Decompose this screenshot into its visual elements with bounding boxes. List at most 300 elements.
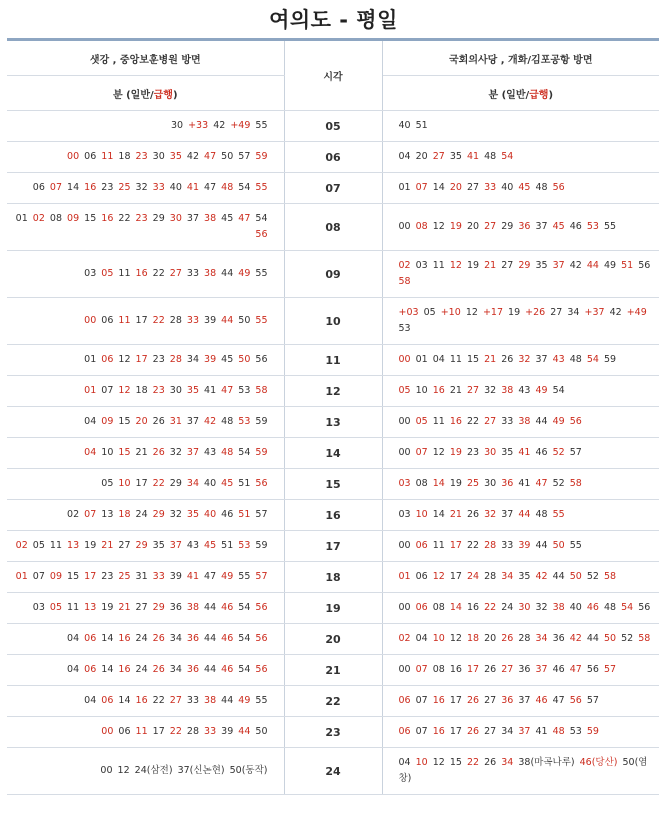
regular-minute: 52 (586, 571, 599, 582)
regular-minute: 32 (484, 385, 497, 396)
regular-minute: 51 (415, 120, 428, 131)
regular-minute: 47 (204, 571, 217, 582)
express-minute: 47 (221, 385, 234, 396)
regular-minute: 06 (118, 726, 131, 737)
regular-minute: 20 (467, 221, 480, 232)
express-minute: 00 (398, 354, 411, 365)
regular-minute: 51 (238, 478, 251, 489)
hour-cell: 23 (284, 717, 382, 748)
express-minute: +03 (398, 307, 419, 318)
regular-minute: 15 (67, 571, 80, 582)
table-row (7, 173, 659, 204)
regular-minute: 39 (221, 726, 234, 737)
express-minute: 29 (152, 602, 165, 613)
express-minute: 14 (449, 602, 462, 613)
express-minute: +26 (525, 307, 546, 318)
regular-minute: 14 (432, 509, 445, 520)
express-minute: 42 (204, 416, 217, 427)
regular-minute: 43 (186, 540, 199, 551)
regular-minute: 47 (552, 695, 565, 706)
express-minute: 37 (169, 540, 182, 551)
express-minute: 51 (238, 509, 251, 520)
express-minute: 41 (186, 182, 199, 193)
regular-minute: 11 (432, 540, 445, 551)
left-unit-header (7, 76, 284, 111)
express-minute: 58 (569, 478, 582, 489)
regular-minute: 54 (238, 664, 251, 675)
right-minutes-cell (382, 655, 659, 686)
express-minute: 49 (552, 416, 565, 427)
regular-minute: 17 (449, 726, 462, 737)
hour-header: 시각 (284, 40, 382, 111)
regular-minute: 49 (604, 260, 617, 271)
express-minute: 19 (449, 447, 462, 458)
express-minute: 56 (552, 182, 565, 193)
regular-minute: 33 (501, 416, 514, 427)
regular-minute: 55 (255, 268, 268, 279)
regular-minute: 12 (432, 447, 445, 458)
regular-minute: 33 (501, 540, 514, 551)
regular-minute: 48 (569, 354, 582, 365)
regular-minute: 17 (152, 726, 165, 737)
express-minute: 12 (118, 385, 131, 396)
express-minute: 46 (221, 664, 234, 675)
express-minute: 16 (432, 726, 445, 737)
regular-minute: 18 (135, 385, 148, 396)
regular-minute: 11 (449, 354, 462, 365)
express-minute: 33 (152, 182, 165, 193)
express-minute: 48 (552, 726, 565, 737)
express-minute: 06 (415, 602, 428, 613)
express-minute: 50 (552, 540, 565, 551)
regular-minute: 00 (398, 602, 411, 613)
express-minute: 07 (415, 182, 428, 193)
express-minute: 16 (118, 633, 131, 644)
express-minute: 56 (255, 602, 268, 613)
table-row (7, 500, 659, 531)
regular-minute: 57 (255, 509, 268, 520)
left-minutes-cell (7, 345, 284, 376)
regular-minute: 24 (135, 664, 148, 675)
express-minute: 45 (221, 478, 234, 489)
regular-minute: 21 (135, 447, 148, 458)
regular-minute: 27 (135, 602, 148, 613)
regular-minute: 50 (238, 315, 251, 326)
table-row (7, 438, 659, 469)
regular-minute: 27 (501, 260, 514, 271)
express-minute: 27 (467, 385, 480, 396)
express-minute: 12 (432, 571, 445, 582)
regular-minute: 22 (118, 213, 131, 224)
regular-minute: 30 (170, 120, 184, 131)
regular-minute: 44 (586, 633, 599, 644)
regular-minute: 26 (484, 664, 497, 675)
express-minute: 37 (518, 726, 531, 737)
regular-minute: 56 (638, 260, 651, 271)
express-minute: +37 (584, 307, 605, 318)
express-minute: 26 (501, 633, 514, 644)
regular-minute: 44 (204, 664, 217, 675)
regular-minute: 30 (484, 478, 497, 489)
express-minute: 06 (101, 695, 114, 706)
regular-minute: 11 (432, 416, 445, 427)
express-minute: 22 (484, 602, 497, 613)
express-minute: 21 (484, 354, 497, 365)
left-minutes-cell (7, 624, 284, 655)
express-minute: 16 (118, 664, 131, 675)
express-minute: 27 (501, 664, 514, 675)
header-row-direction (7, 40, 659, 76)
express-minute: 58 (604, 571, 617, 582)
regular-minute: 35 (535, 260, 548, 271)
express-minute: 29 (135, 540, 148, 551)
regular-minute: 53 (398, 323, 411, 334)
regular-minute: 17 (449, 695, 462, 706)
regular-minute: 57 (238, 151, 251, 162)
regular-minute: 19 (84, 540, 97, 551)
regular-minute: 23 (467, 447, 480, 458)
table-row (7, 376, 659, 407)
unit-prefix: 분 (일반/ (488, 89, 530, 101)
express-minute: 22 (152, 315, 165, 326)
unit-suffix: ) (172, 89, 178, 101)
express-minute: 00 (84, 315, 97, 326)
regular-minute: 35 (152, 540, 165, 551)
regular-minute: 27 (484, 695, 497, 706)
express-minute: 09 (101, 416, 114, 427)
hour-cell: 17 (284, 531, 382, 562)
regular-minute: 20 (484, 633, 497, 644)
regular-minute: 04 (398, 151, 411, 162)
express-minute: 33 (484, 182, 497, 193)
right-direction-header: 국회의사당 , 개화/김포공항 방면 (382, 40, 659, 76)
regular-minute: 12 (432, 757, 445, 768)
express-minute: 35 (186, 509, 199, 520)
express-minute: 17 (84, 571, 97, 582)
express-minute: 37 (186, 447, 199, 458)
table-row (7, 204, 659, 251)
unit-express: 급행 (153, 89, 173, 101)
regular-minute: 26 (484, 757, 497, 768)
express-minute: 31 (169, 416, 182, 427)
regular-minute: 08 (49, 213, 62, 224)
express-minute: 27 (484, 221, 497, 232)
table-row (7, 655, 659, 686)
regular-minute: 06 (84, 151, 97, 162)
express-minute: 07 (415, 447, 428, 458)
regular-minute: 59 (604, 354, 617, 365)
express-minute: 02 (398, 260, 411, 271)
regular-minute: 08 (415, 478, 428, 489)
express-minute: 55 (255, 315, 268, 326)
regular-minute: 41 (535, 726, 548, 737)
hour-cell: 24 (284, 748, 382, 795)
regular-minute: 06 (101, 315, 114, 326)
table-row (7, 748, 659, 795)
table-row (7, 717, 659, 748)
express-minute: 06 (398, 726, 411, 737)
express-minute: 16 (432, 695, 445, 706)
hour-cell: 12 (284, 376, 382, 407)
right-minutes-cell (382, 345, 659, 376)
express-minute: 10 (415, 757, 428, 768)
hour-cell: 09 (284, 251, 382, 298)
regular-minute: 55 (255, 695, 268, 706)
express-minute: 30 (484, 447, 497, 458)
regular-minute: 35 (501, 447, 514, 458)
regular-minute: 26 (152, 416, 165, 427)
regular-minute: 34 (169, 664, 182, 675)
hour-cell: 18 (284, 562, 382, 593)
express-minute: 21 (484, 260, 497, 271)
express-minute: 15 (118, 447, 131, 458)
express-minute: 33 (204, 726, 217, 737)
express-minute: 20 (135, 416, 148, 427)
regular-minute: 04 (415, 633, 428, 644)
page-title: 여의도 - 평일 (269, 8, 398, 32)
right-minutes-cell (382, 173, 659, 204)
regular-minute: 55 (604, 221, 617, 232)
right-unit-header (382, 76, 659, 111)
express-minute: 56 (569, 695, 582, 706)
regular-minute: 27 (550, 307, 563, 318)
left-minutes-cell (7, 438, 284, 469)
left-minutes-cell (7, 655, 284, 686)
express-minute: 11 (135, 726, 148, 737)
express-minute: 25 (467, 478, 480, 489)
express-minute: 26 (467, 726, 480, 737)
express-minute: 54 (501, 151, 514, 162)
regular-minute: 37 (535, 354, 548, 365)
express-minute: 06 (398, 695, 411, 706)
regular-minute: 48 (484, 151, 497, 162)
table-row (7, 562, 659, 593)
right-minutes-cell (382, 562, 659, 593)
regular-minute: 29 (152, 213, 165, 224)
regular-minute: 30 (152, 151, 165, 162)
express-minute: 50 (238, 354, 251, 365)
regular-minute: 54 (552, 385, 565, 396)
regular-minute: 05 (32, 540, 45, 551)
express-minute: 33 (186, 315, 199, 326)
express-minute: 18 (118, 509, 131, 520)
regular-minute: 27 (118, 540, 131, 551)
right-minutes-cell (382, 593, 659, 624)
regular-minute: 36 (518, 664, 531, 675)
express-minute: 33 (152, 571, 165, 582)
express-minute: 49 (535, 385, 548, 396)
left-minutes-cell (7, 748, 284, 795)
regular-minute: 40 (204, 478, 217, 489)
table-row (7, 111, 659, 142)
right-minutes-cell (382, 438, 659, 469)
table-row (7, 251, 659, 298)
express-minute: 16 (135, 268, 148, 279)
express-minute: 59 (255, 447, 268, 458)
express-minute: 57 (255, 571, 268, 582)
regular-minute: 11 (118, 268, 131, 279)
express-minute: 05 (398, 385, 411, 396)
express-minute: 43 (552, 354, 565, 365)
express-minute: 23 (152, 385, 165, 396)
express-minute: 39 (204, 354, 217, 365)
regular-minute: 56 (255, 354, 268, 365)
left-minutes-cell (7, 173, 284, 204)
regular-minute: 22 (467, 540, 480, 551)
express-minute: 45 (552, 221, 565, 232)
regular-minute: 15 (449, 757, 462, 768)
express-minute: 44 (221, 315, 234, 326)
regular-minute: 13 (101, 509, 114, 520)
express-minute: 38 (204, 695, 217, 706)
regular-minute: 07 (101, 385, 114, 396)
regular-minute: 40 (398, 120, 411, 131)
regular-minute: 07 (32, 571, 45, 582)
regular-minute: 05 (101, 478, 114, 489)
regular-minute: 59 (255, 540, 268, 551)
timetable (7, 38, 659, 795)
express-minute: 07 (49, 182, 62, 193)
table-row (7, 345, 659, 376)
left-minutes-cell (7, 686, 284, 717)
express-minute: 54 (621, 602, 634, 613)
express-minute: 32 (518, 354, 531, 365)
express-minute: 58 (398, 276, 411, 287)
regular-minute: 40 (501, 182, 514, 193)
express-minute: 29 (152, 509, 165, 520)
express-minute: 37 (552, 260, 565, 271)
express-minute: 05 (415, 416, 428, 427)
right-minutes-cell (382, 204, 659, 251)
express-minute: 07 (415, 664, 428, 675)
express-minute: 44 (238, 726, 251, 737)
regular-minute: 34 (567, 307, 580, 318)
regular-minute: 42 (569, 260, 582, 271)
regular-minute: 08 (432, 664, 445, 675)
regular-minute: 42 (186, 151, 199, 162)
regular-minute: 01 (398, 182, 411, 193)
regular-minute: 14 (101, 633, 114, 644)
regular-minute: 37 (186, 213, 199, 224)
express-minute: 26 (152, 447, 165, 458)
express-minute: 10 (415, 509, 428, 520)
regular-minute: 37 (186, 416, 199, 427)
express-minute: 16 (135, 695, 148, 706)
express-minute: 19 (449, 221, 462, 232)
left-minutes-cell (7, 111, 284, 142)
express-minute: 36 (186, 664, 199, 675)
express-minute: 01 (84, 385, 97, 396)
express-minute: 05 (101, 268, 114, 279)
regular-minute: 52 (552, 478, 565, 489)
left-minutes-cell (7, 469, 284, 500)
express-minute: 53 (238, 540, 251, 551)
express-minute: 13 (84, 602, 97, 613)
regular-minute: 07 (415, 695, 428, 706)
regular-minute: 02 (67, 509, 80, 520)
express-minute: 09 (49, 571, 62, 582)
hour-cell: 05 (284, 111, 382, 142)
express-minute: 49 (221, 571, 234, 582)
express-minute: 36 (501, 695, 514, 706)
hour-cell: 06 (284, 142, 382, 173)
regular-minute: 03 (32, 602, 45, 613)
right-minutes-cell (382, 686, 659, 717)
express-minute: 38 (518, 416, 531, 427)
express-minute: 22 (467, 757, 480, 768)
regular-minute: 55 (238, 571, 251, 582)
regular-minute: 22 (152, 695, 165, 706)
regular-minute: 03 (398, 509, 411, 520)
regular-minute: 24(삼전) (134, 765, 173, 776)
express-minute: 41 (467, 151, 480, 162)
express-minute: 58 (255, 385, 268, 396)
regular-minute: 33 (186, 695, 199, 706)
express-minute: 00 (101, 726, 114, 737)
express-minute: 35 (169, 151, 182, 162)
regular-minute: 44 (221, 268, 234, 279)
hour-cell: 19 (284, 593, 382, 624)
regular-minute: 45 (221, 213, 234, 224)
express-minute: 13 (67, 540, 80, 551)
express-minute: 47 (204, 151, 217, 162)
express-minute: 35 (186, 385, 199, 396)
regular-minute: 28 (169, 315, 182, 326)
regular-minute: 17 (135, 315, 148, 326)
express-minute: 48 (221, 447, 234, 458)
express-minute: 42 (569, 633, 582, 644)
regular-minute: 50(염창) (398, 757, 648, 784)
regular-minute: 11 (49, 540, 62, 551)
regular-minute: 27 (484, 726, 497, 737)
regular-minute: 32 (169, 447, 182, 458)
regular-minute: 57 (569, 447, 582, 458)
express-minute: 38 (186, 602, 199, 613)
regular-minute: 38(마곡나루) (518, 757, 575, 768)
regular-minute: 19 (101, 602, 114, 613)
regular-minute: 00 (398, 416, 411, 427)
left-minutes-cell (7, 562, 284, 593)
hour-cell: 10 (284, 298, 382, 345)
unit-prefix: 분 (일반/ (112, 89, 154, 101)
express-minute: 58 (638, 633, 651, 644)
express-minute: 16 (84, 182, 97, 193)
regular-minute: 54 (238, 447, 251, 458)
regular-minute: 34 (501, 726, 514, 737)
regular-minute: 19 (449, 478, 462, 489)
express-minute: 34 (501, 571, 514, 582)
regular-minute: 36 (552, 633, 565, 644)
express-minute: 59 (586, 726, 599, 737)
express-minute: 02 (32, 213, 45, 224)
left-minutes-cell (7, 204, 284, 251)
regular-minute: 24 (135, 633, 148, 644)
regular-minute: 21 (449, 385, 462, 396)
right-minutes-cell (382, 298, 659, 345)
express-minute: 22 (169, 726, 182, 737)
express-minute: +49 (230, 120, 251, 131)
express-minute: 56 (255, 478, 268, 489)
regular-minute: 56 (586, 664, 599, 675)
express-minute: 02 (398, 633, 411, 644)
right-minutes-cell (382, 469, 659, 500)
express-minute: 46 (221, 633, 234, 644)
express-minute: 26 (152, 664, 165, 675)
express-minute: 10 (118, 478, 131, 489)
regular-minute: 55 (569, 540, 582, 551)
right-minutes-cell (382, 500, 659, 531)
regular-minute: 44 (204, 633, 217, 644)
